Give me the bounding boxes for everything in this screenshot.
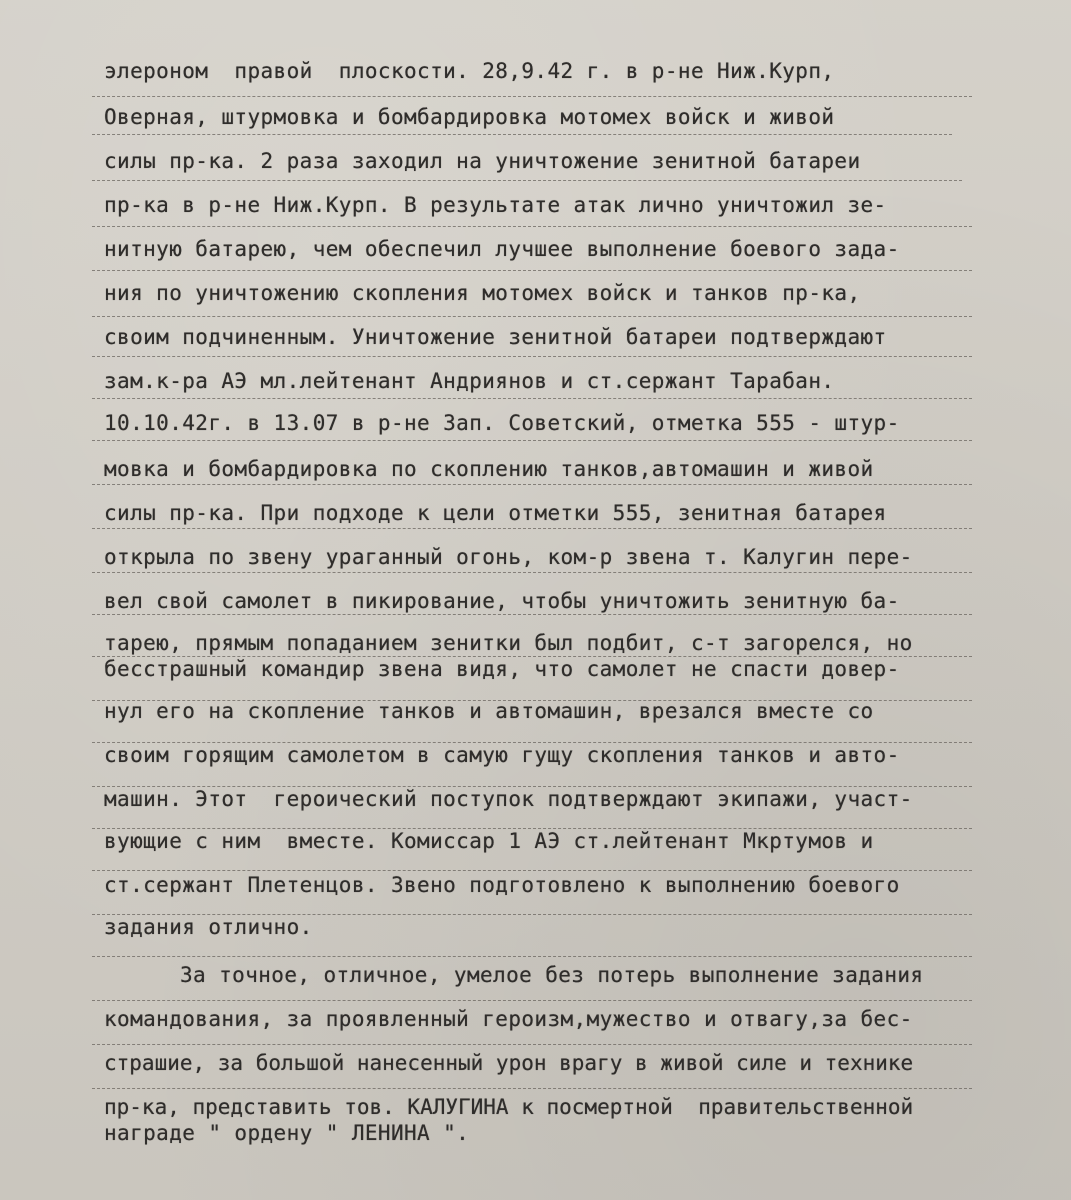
text-line: тарею, прямым попаданием зенитки был подбит, с-т загорелся, но — [104, 631, 913, 655]
text-line: зам.к-ра АЭ мл.лейтенант Андриянов и ст.сержант Тарабан. — [104, 369, 835, 393]
text-line: нул его на скопление танков и автомашин, врезался вместе со — [104, 699, 874, 723]
ruling-line — [92, 356, 972, 357]
text-line: своим горящим самолетом в самую гущу скопления танков и авто- — [104, 743, 900, 767]
text-line: страшие, за большой нанесенный урон врагу в живой силе и технике — [104, 1051, 914, 1075]
ruling-line — [92, 614, 972, 615]
text-line: вующие с ним вместе. Комиссар 1 АЭ ст.лейтенант Мкртумов и — [104, 829, 874, 853]
text-line: силы пр-ка. При подходе к цели отметки 555, зенитная батарея — [104, 501, 887, 525]
text-line: пр-ка в р-не Ниж.Курп. В результате атак лично уничтожил зе- — [104, 193, 887, 217]
ruling-line — [92, 440, 972, 441]
text-line: Оверная, штурмовка и бомбардировка мотомех войск и живой — [104, 105, 835, 129]
text-line: ст.сержант Плетенцов. Звено подготовлено к выполнению боевого — [104, 873, 900, 897]
ruling-line — [92, 484, 972, 485]
ruling-line — [92, 96, 972, 97]
ruling-line — [92, 226, 972, 227]
text-line: мовка и бомбардировка по скоплению танков,автомашин и живой — [104, 457, 874, 481]
text-line: ния по уничтожению скопления мотомех войск и танков пр-ка, — [104, 281, 861, 305]
ruling-line — [92, 528, 972, 529]
ruling-line — [92, 1088, 972, 1089]
text-line: пр-ка, представить тов. КАЛУГИНА к посмертной правительственной — [104, 1095, 914, 1119]
text-line: награде " ордену " ЛЕНИНА ". — [104, 1121, 470, 1145]
text-line: вел свой самолет в пикирование, чтобы уничтожить зенитную ба- — [104, 589, 900, 613]
text-line: За точное, отличное, умелое без потерь выполнение задания — [180, 963, 924, 987]
text-line: 10.10.42г. в 13.07 в р-не Зап. Советский, отметка 555 - штур- — [104, 411, 900, 435]
ruling-line — [92, 956, 972, 957]
text-line: машин. Этот героический поступок подтверждают экипажи, участ- — [104, 787, 913, 811]
text-line: своим подчиненным. Уничтожение зенитной батареи подтверждают — [104, 325, 887, 349]
ruling-line — [92, 180, 962, 181]
text-line: элероном правой плоскости. 28,9.42 г. в р-не Ниж.Курп, — [104, 59, 835, 83]
ruling-line — [92, 572, 972, 573]
ruling-line — [92, 870, 972, 871]
text-line: командования, за проявленный героизм,мужество и отвагу,за бес- — [104, 1007, 913, 1031]
ruling-line — [92, 134, 952, 135]
ruling-line — [92, 398, 972, 399]
ruling-line — [92, 316, 972, 317]
text-line: силы пр-ка. 2 раза заходил на уничтожение зенитной батареи — [104, 149, 861, 173]
text-line: открыла по звену ураганный огонь, ком-р звена т. Калугин пере- — [104, 545, 913, 569]
ruling-line — [92, 270, 972, 271]
ruling-line — [92, 1044, 972, 1045]
text-line: нитную батарею, чем обеспечил лучшее выполнение боевого зада- — [104, 237, 900, 261]
text-line: бесстрашный командир звена видя, что самолет не спасти довер- — [104, 657, 900, 681]
text-line: задания отлично. — [104, 915, 313, 939]
ruling-line — [92, 1000, 972, 1001]
